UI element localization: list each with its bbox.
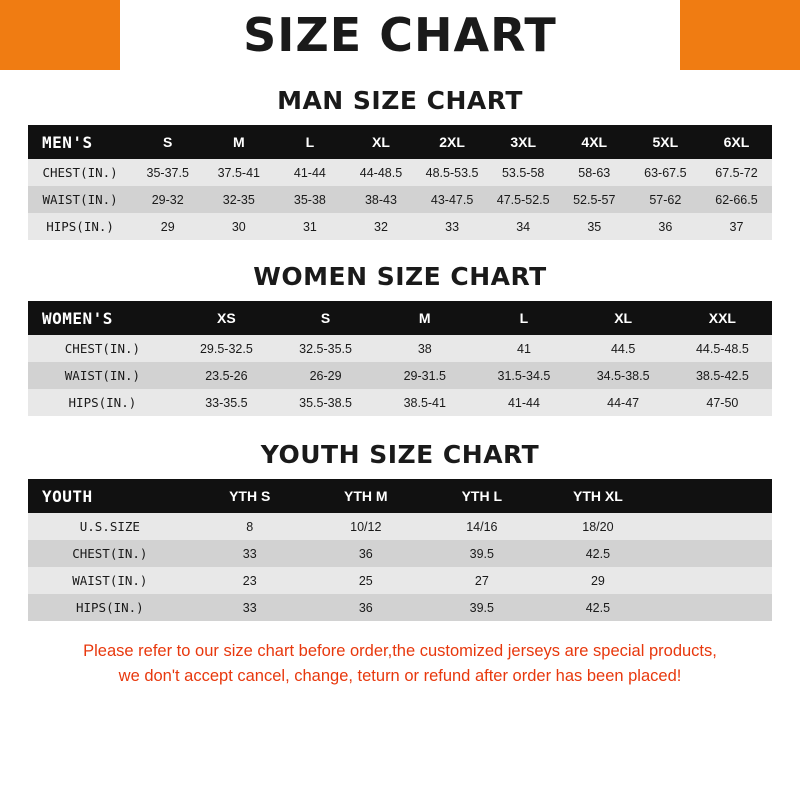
table-row [28,389,772,416]
cell: 34 [516,219,531,234]
cell: 29 [590,573,605,588]
column-header: 4XL [581,134,608,150]
cell: 37.5-41 [217,165,260,180]
cell: 34.5-38.5 [596,368,650,383]
cell: 42.5 [585,546,611,561]
cell: 36 [358,546,373,561]
column-header: M [418,310,431,326]
table-row [28,335,772,362]
footer-note [28,639,772,689]
cell: 52.5-57 [573,192,616,207]
cell: 32 [374,219,388,234]
cell: 37 [729,219,744,234]
cell: 38.5-41 [403,395,446,410]
cell: 31 [302,219,317,234]
cell: 57-62 [649,192,682,207]
women-size-table [28,301,772,416]
cell: 23 [242,573,257,588]
column-header: S [163,134,173,150]
table-header-row [28,479,772,513]
man-section-title: MAN SIZE CHART [277,86,523,115]
cell: 48.5-53.5 [425,165,479,180]
cell: 63-67.5 [644,165,687,180]
page-title: SIZE CHART [243,8,557,62]
cell: 23.5-26 [205,368,248,383]
table-row [28,213,772,240]
cell: 32-35 [222,192,255,207]
cell-empty [656,540,772,567]
cell-empty [656,567,772,594]
column-header: WOMEN'S [42,308,113,328]
cell: 36 [658,219,673,234]
cell: 33-35.5 [205,395,248,410]
cell: 14/16 [466,519,498,534]
column-header: 5XL [652,134,679,150]
column-header: 3XL [510,134,537,150]
cell: 41 [517,341,531,356]
column-header: S [320,310,331,326]
column-header-empty [656,479,772,513]
cell: 31.5-34.5 [497,368,551,383]
cell: 47.5-52.5 [496,192,550,207]
table-row [28,362,772,389]
cell-empty [656,513,772,540]
column-header: YOUTH [42,486,93,506]
row-label: U.S.SIZE [79,519,140,534]
cell: 42.5 [585,600,611,615]
cell: 53.5-58 [501,165,545,180]
cell: 35 [587,219,602,234]
cell: 35.5-38.5 [299,395,352,410]
cell: 44.5 [610,341,636,356]
cell: 32.5-35.5 [299,341,352,356]
column-header: L [305,134,315,150]
cell: 30 [231,219,246,234]
cell: 39.5 [469,546,494,561]
row-label: HIPS(IN.) [46,219,114,234]
table-row [28,159,772,186]
cell: 62-66.5 [715,192,758,207]
cell: 38.5-42.5 [695,368,749,383]
women-section-title: WOMEN SIZE CHART [253,262,547,291]
column-header: XL [372,134,390,150]
table-row [28,567,772,594]
cell: 43-47.5 [430,192,474,207]
footer-note-line-2: we don't accept cancel, change, teturn or refund after order has been placed! [118,666,682,685]
cell: 41-44 [293,165,326,180]
column-header: YTH L [461,488,503,504]
cell: 10/12 [350,519,382,534]
cell: 39.5 [469,600,494,615]
cell: 44-48.5 [359,165,403,180]
cell: 47-50 [706,395,739,410]
cell: 41-44 [507,395,540,410]
row-label: WAIST(IN.) [64,368,141,383]
cell: 18/20 [582,519,614,534]
column-header: L [519,310,529,326]
row-label: WAIST(IN.) [72,573,148,588]
row-label: CHEST(IN.) [42,165,118,180]
table-row [28,594,772,621]
table-row [28,186,772,213]
row-label: HIPS(IN.) [75,600,144,615]
table-header-row [28,301,772,335]
cell: 44-47 [607,395,640,410]
youth-size-table [28,479,772,621]
content [0,86,800,689]
youth-section-title: YOUTH SIZE CHART [260,440,540,469]
cell: 36 [358,600,373,615]
column-header: YTH S [229,488,271,504]
column-header: 6XL [723,134,750,150]
footer-note-line-1: Please refer to our size chart before order,the customized jerseys are special products, [83,642,717,660]
cell: 27 [474,573,489,588]
column-header: XXL [708,310,736,326]
column-header: YTH M [343,488,388,504]
cell: 38-43 [364,192,397,207]
cell: 26-29 [309,368,342,383]
row-label: CHEST(IN.) [72,546,148,561]
cell: 33 [445,219,460,234]
table-row [28,513,772,540]
table-row [28,540,772,567]
cell: 8 [246,519,254,534]
cell: 44.5-48.5 [695,341,749,356]
cell: 38 [417,341,432,356]
cell: 33 [242,546,257,561]
row-label: WAIST(IN.) [42,192,118,207]
column-header: YTH XL [573,488,623,504]
cell: 35-37.5 [146,165,189,180]
cell: 58-63 [578,165,611,180]
man-size-table [28,125,772,240]
row-label: HIPS(IN.) [68,395,137,410]
cell: 33 [242,600,257,615]
header-band [0,0,800,70]
column-header: 2XL [439,134,465,150]
column-header: M [232,134,245,150]
cell: 29.5-32.5 [199,341,253,356]
cell: 35-38 [293,192,326,207]
column-header: XS [217,310,236,326]
cell: 29 [160,219,175,234]
cell: 29-31.5 [403,368,446,383]
row-label: CHEST(IN.) [64,341,141,356]
table-header-row [28,125,772,159]
cell: 67.5-72 [715,165,758,180]
cell: 25 [358,573,373,588]
column-header: XL [614,310,633,326]
column-header: MEN'S [42,132,93,152]
cell-empty [656,594,772,621]
cell: 29-32 [151,192,184,207]
